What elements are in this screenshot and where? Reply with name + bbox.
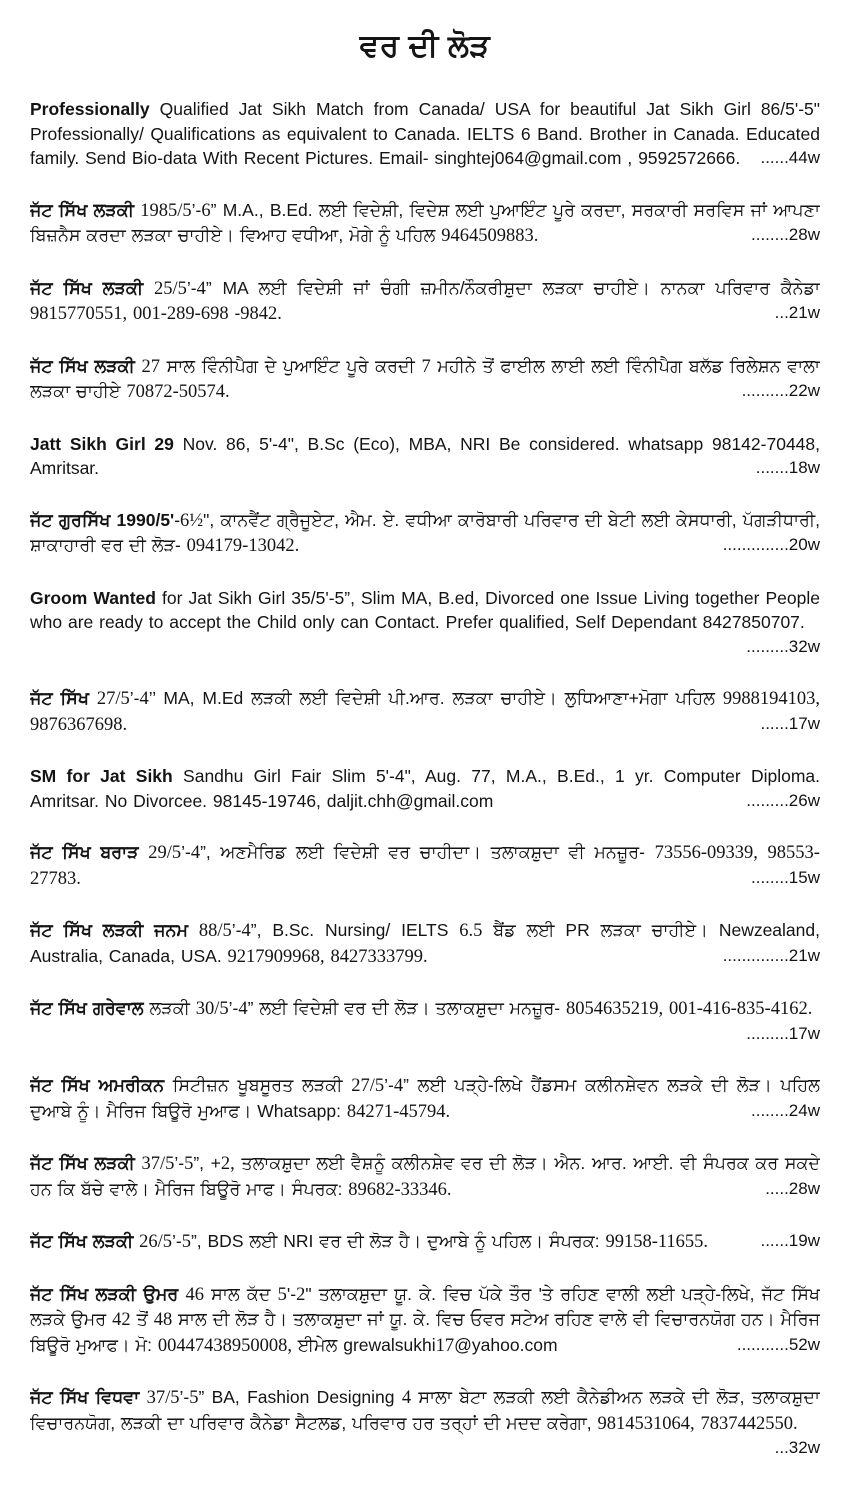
ad-body: Sandhu Girl Fair Slim 5'-4", Aug. 77, M.A., B.Ed., 1 yr. Computer Diploma. Amritsar. No Divorcee. 98145-19746, daljit.chh@gmail.com <box>30 766 820 811</box>
serif-number: 4 <box>190 843 201 863</box>
ad-body: for Jat Sikh Girl 35/5'-5”, Slim MA, B.ed, Divorced one Issue Living together People who are ready to accept the Child only can Contact. Prefer qualified, Self Dependant 8427850707. <box>30 587 820 632</box>
ad-body: 46 ਸਾਲ ਕੱਦ 5'-2" ਤਲਾਕਸ਼ੁਦਾ ਯੂ. ਕੇ. ਵਿਚ ਪੱਕੇ ਤੌਰ 'ਤੇ ਰਹਿਣ ਵਾਲੀ ਲਈ ਪੜ੍ਹੇ-ਲਿਖੇ, ਜੱਟ ਸਿੱਖ ਲੜਕੇ ਉਮਰ 42 ਤੋਂ 48 ਸਾਲ ਦੀ ਲੋੜ ਹੈ। ਤਲਾਕਸ਼ੁਦਾ ਜਾਂ ਯੂ. ਕੇ. ਵਿਚ ਓਵਰ ਸਟੇਅ ਰਹਿਣ ਵਾਲੇ ਵੀ ਵਿਚਾਰਨਯੋਗ ਹਨ। ਮੈਰਿਜ ਬਿਊਰੋ ਮੁਆਫ। ਮੋ: 00447438950008, ਈਮੇਲ grewalsukhi17@yahoo.com <box>30 1283 820 1356</box>
serif-number: 88/5 <box>198 921 232 941</box>
word-count: ........24w <box>751 1100 820 1120</box>
serif-number: 99158-11655. <box>605 1232 709 1252</box>
serif-number: 70872-50574. <box>126 382 230 402</box>
classified-ad <box>30 840 820 891</box>
ad-body: 27/5’-4’’ MA, M.Ed ਲੜਕੀ ਲਈ ਵਿਦੇਸ਼ੀ ਪੀ.ਆਰ. ਲੜਕਾ ਚਾਹੀਏ। ਲੁਧਿਆਣਾ+ਮੋਗਾ ਪਹਿਲ 9988194103, 9876367698. <box>30 688 820 735</box>
serif-number: 37/5 <box>146 1388 180 1408</box>
ads-list <box>30 97 820 1461</box>
serif-number: 27/5 <box>96 689 130 709</box>
serif-number: 6½ <box>180 510 204 531</box>
serif-number: 001-289-698 <box>133 304 229 324</box>
classified-ad <box>30 354 820 405</box>
ad-body: 25/5’-4” MA ਲਈ ਵਿਦੇਸ਼ੀ ਜਾਂ ਚੰਗੀ ਜ਼ਮੀਨ/ਨੌਕਰੀਸ਼ੁਦਾ ਲੜਕਾ ਚਾਹੀਏ। ਨਾਨਕਾ ਪਰਿਵਾਰ ਕੈਨੇਡਾ 9815770551, 001-289-698 -9842. <box>30 277 820 324</box>
serif-number: 4 <box>139 689 149 709</box>
serif-number: 30/5 <box>195 999 229 1019</box>
serif-number: 29/5 <box>148 843 182 863</box>
serif-number: 4 <box>196 278 206 299</box>
serif-number: 9464509883. <box>441 226 539 246</box>
word-count: .........32w <box>746 636 820 656</box>
classified-ad <box>30 1385 820 1461</box>
serif-number: 25/5 <box>153 278 187 299</box>
classified-ad <box>30 1282 820 1359</box>
serif-number: 9842. <box>240 304 282 324</box>
classified-ad <box>30 198 820 249</box>
ad-body: ਸਿਟੀਜ਼ਨ ਖੂਬਸੂਰਤ ਲੜਕੀ 27/5’-4” ਲਈ ਪੜ੍ਹੇ-ਲਿਖੇ ਹੈਂਡਸਮ ਕਲੀਨਸ਼ੇਵਨ ਲੜਕੇ ਦੀ ਲੋੜ। ਪਹਿਲ ਦੁਆਬੇ ਨੂੰ। ਮੈਰਿਜ ਬਿਊਰੋ ਮੁਆਫ। Whatsapp: 84271-45794. <box>30 1075 820 1122</box>
page-title: ਵਰ ਦੀ ਲੋੜ <box>359 28 491 63</box>
word-count: ........15w <box>751 867 820 887</box>
serif-number: 42 <box>112 1310 131 1330</box>
ad-body: 37/5’-5”, +2, ਤਲਾਕਸ਼ੁਦਾ ਲਈ ਵੈਸ਼ਨੂੰ ਕਲੀਨਸ਼ੇਵ ਵਰ ਦੀ ਲੋੜ। ਐਨ. ਆਰ. ਆਈ. ਵੀ ਸੰਪਰਕ ਕਰ ਸਕਦੇ ਹਨ ਕਿ ਬੱਚੇ ਵਾਲੇ। ਮੈਰਿਜ ਬਿਊਰੋ ਮਾਫ। ਸੰਪਰਕ: 89682-33346. <box>30 1153 820 1200</box>
ad-body: Qualified Jat Sikh Match from Canada/ USA for beautiful Jat Sikh Girl 86/5'-5" Professionally/ Qualifications as equivalent to Canada. IELTS 6 Band. Brother in Canada. Educated family. Send Bio-data With Recent Pictures. Email- singhtej064@gmail.com , 9592572666. <box>30 99 820 168</box>
serif-number: 5 <box>184 1154 194 1174</box>
ad-intro: Professionally <box>30 99 150 119</box>
serif-number: 6.5 <box>459 921 483 941</box>
ad-intro: ਜੱਟ ਸਿੱਖ <box>30 688 89 708</box>
word-count: .....28w <box>765 1178 820 1198</box>
classified-ad <box>30 764 820 813</box>
serif-number: 9988194103, <box>722 689 820 709</box>
classified-ad <box>30 1229 820 1255</box>
serif-number: 27 <box>141 356 160 377</box>
serif-number: 9217909968, <box>227 946 325 967</box>
serif-number: 7 <box>421 356 431 377</box>
word-count: .........17w <box>746 1023 820 1043</box>
serif-number: 00447438950008, <box>157 1335 292 1356</box>
serif-number: 89682-33346. <box>348 1179 452 1200</box>
classified-ad <box>30 97 820 171</box>
ad-intro: ਜੱਟ ਸਿੱਖ ਲੜਕੀ <box>30 1231 134 1251</box>
ad-intro: Jatt Sikh Girl 29 <box>30 433 174 454</box>
word-count: ..............20w <box>722 535 820 554</box>
ad-body: 26/5’-5”, BDS ਲਈ NRI ਵਰ ਦੀ ਲੋੜ ਹੈ। ਦੁਆਬੇ ਨੂੰ ਪਹਿਲ। ਸੰਪਰਕ: 99158-11655. <box>139 1231 709 1252</box>
classified-ad <box>30 508 820 559</box>
classified-ad <box>30 1151 820 1202</box>
ad-intro: ਜੱਟ ਗੁਰਸਿੱਖ 1990/5' <box>30 509 175 530</box>
ad-body: ਲੜਕੀ 30/5’-4” ਲਈ ਵਿਦੇਸ਼ੀ ਵਰ ਦੀ ਲੋੜ। ਤਲਾਕਸ਼ੁਦਾ ਮਨਜ਼ੂਰ- 8054635219, 001-416-835-4162. <box>143 998 813 1019</box>
classified-ad <box>30 1073 820 1124</box>
word-count: ........28w <box>751 225 820 244</box>
ad-intro: ਜੱਟ ਸਿੱਖ ਲੜਕੀ <box>30 1153 135 1173</box>
classified-ad <box>30 432 820 481</box>
serif-number: 4 <box>393 1076 404 1096</box>
ad-intro: ਜੱਟ ਸਿੱਖ ਲੜਕੀ <box>30 277 144 298</box>
classifieds-page <box>30 28 820 1461</box>
serif-number: 5 <box>189 1388 199 1408</box>
ad-body: -6½", ਕਾਨਵੈਂਟ ਗ੍ਰੈਜੂਏਟ, ਐਮ. ਏ. ਵਧੀਆ ਕਾਰੋਬਾਰੀ ਪਰਿਵਾਰ ਦੀ ਬੇਟੀ ਲਈ ਕੇਸਧਾਰੀ, ਪੱਗੜੀਧਾਰੀ, ਸ਼ਾਕਾਹਾਰੀ ਵਰ ਦੀ ਲੋੜ- 094179-13042. <box>30 509 820 556</box>
ad-intro: ਜੱਟ ਸਿੱਖ ਬਰਾੜ <box>30 842 139 862</box>
serif-number: 6 <box>201 200 211 221</box>
serif-number: 2 <box>296 1284 306 1305</box>
serif-number: 48 <box>153 1310 173 1330</box>
serif-number: 4 <box>238 999 248 1019</box>
serif-number: 001-416-835-4162. <box>668 999 813 1019</box>
ad-intro: ਜੱਟ ਸਿੱਖ ਗਰੇਵਾਲ <box>30 998 144 1018</box>
serif-number: 9876367698. <box>30 714 128 735</box>
classified-ad <box>30 586 820 660</box>
ad-body: 29/5’-4”, ਅਣਮੈਰਿਡ ਲਈ ਵਿਦੇਸ਼ੀ ਵਰ ਚਾਹੀਦਾ। ਤਲਾਕਸ਼ੁਦਾ ਵੀ ਮਨਜ਼ੂਰ- 73556-09339, 98553-27783. <box>30 842 820 889</box>
ad-intro: SM for Jat Sikh <box>30 766 173 786</box>
ad-intro: ਜੱਟ ਸਿੱਖ ਲੜਕੀ <box>30 355 135 376</box>
serif-number: 4 <box>241 921 251 941</box>
serif-number: 8054635219, <box>565 999 664 1019</box>
word-count: ......17w <box>760 713 820 733</box>
word-count: .........26w <box>746 790 820 810</box>
ad-body: Nov. 86, 5'-4", B.Sc (Eco), MBA, NRI Be considered. whatsapp 98142-70448, Amritsar. <box>30 433 820 478</box>
ad-intro: ਜੱਟ ਸਿੱਖ ਵਿਧਵਾ <box>30 1387 140 1407</box>
word-count: ...32w <box>774 1438 820 1457</box>
word-count: .......18w <box>755 458 820 477</box>
ad-body: 88/5’-4”, B.Sc. Nursing/ IELTS 6.5 ਬੈਂਡ ਲਈ PR ਲੜਕਾ ਚਾਹੀਏ। Newzealand, Australia, Canada, USA. 9217909968, 8427333799. <box>30 920 820 967</box>
serif-number: 2, <box>220 1154 235 1174</box>
serif-number: 9815770551, <box>30 304 128 324</box>
serif-number: 37/5 <box>141 1154 175 1174</box>
classified-ad <box>30 918 820 969</box>
serif-number: 5 <box>277 1284 287 1305</box>
classified-ad <box>30 276 820 327</box>
classified-ad <box>30 996 820 1046</box>
word-count: ...........52w <box>736 1334 820 1354</box>
word-count: ..........22w <box>741 381 820 400</box>
ad-intro: Groom Wanted <box>30 587 156 608</box>
word-count: ...21w <box>774 303 820 322</box>
ad-body: 1985/5’-6” M.A., B.Ed. ਲਈ ਵਿਦੇਸ਼ੀ, ਵਿਦੇਸ਼ ਲਈ ਪੁਆਇੰਟ ਪੂਰੇ ਕਰਦਾ, ਸਰਕਾਰੀ ਸਰਵਿਸ ਜਾਂ ਆਪਣਾ ਬਿਜ਼ਨੈਸ ਕਰਦਾ ਲੜਕਾ ਚਾਹੀਏ। ਵਿਆਹ ਵਧੀਆ, ਮੋਗੇ ਨੂੰ ਪਹਿਲ 9464509883. <box>30 199 820 246</box>
serif-number: 46 <box>185 1284 204 1305</box>
ad-body: 27 ਸਾਲ ਵਿੰਨੀਪੈਗ ਦੇ ਪੁਆਇੰਟ ਪੂਰੇ ਕਰਦੀ 7 ਮਹੀਨੇ ਤੋਂ ਫਾਈਲ ਲਾਈ ਲਈ ਵਿੰਨੀਪੈਗ ਬਲੱਡ ਰਿਲੇਸ਼ਨ ਵਾਲਾ ਲੜਕਾ ਚਾਹੀਏ 70872-50574. <box>30 355 820 402</box>
serif-number: 73556-09339, <box>654 843 758 863</box>
ad-intro: ਜੱਟ ਸਿੱਖ ਲੜਕੀ ਉਮਰ <box>30 1283 179 1304</box>
serif-number: 094179-13042. <box>186 536 300 556</box>
word-count: ......19w <box>760 1231 820 1250</box>
serif-number: 17 <box>435 1335 455 1356</box>
ad-body: 37/5’-5” BA, Fashion Designing 4 ਸਾਲਾ ਬੇਟਾ ਲੜਕੀ ਲਈ ਕੈਨੇਡੀਅਨ ਲੜਕੇ ਦੀ ਲੋੜ, ਤਲਾਕਸ਼ੁਦਾ ਵਿਚਾਰਨਯੋਗ, ਲੜਕੀ ਦਾ ਪਰਿਵਾਰ ਕੈਨੇਡਾ ਸੈਟਲਡ, ਪਰਿਵਾਰ ਹਰ ਤਰ੍ਹਾਂ ਦੀ ਮਦਦ ਕਰੇਗਾ, 9814531064, 7837442550. <box>30 1387 820 1434</box>
serif-number: 84271-45794. <box>346 1101 451 1122</box>
serif-number: 9814531064, <box>597 1413 695 1434</box>
ad-intro: ਜੱਟ ਸਿੱਖ ਅਮਰੀਕਨ <box>30 1075 165 1095</box>
serif-number: 4 <box>401 1388 412 1408</box>
word-count: ......44w <box>760 148 820 167</box>
serif-number: 26/5 <box>139 1232 172 1252</box>
serif-number: 98553-27783. <box>30 843 820 889</box>
word-count: ..............21w <box>722 945 820 965</box>
ad-intro: ਜੱਟ ਸਿੱਖ ਲੜਕੀ ਜਨਮ <box>30 920 189 940</box>
serif-number: 5 <box>181 1232 191 1252</box>
ad-intro: ਜੱਟ ਸਿੱਖ ਲੜਕੀ <box>30 199 135 220</box>
serif-number: 1985/5 <box>140 200 192 221</box>
serif-number: 7837442550. <box>700 1413 798 1434</box>
serif-number: 8427333799. <box>330 946 428 967</box>
serif-number: 27/5 <box>351 1076 385 1096</box>
classified-ad <box>30 686 820 737</box>
